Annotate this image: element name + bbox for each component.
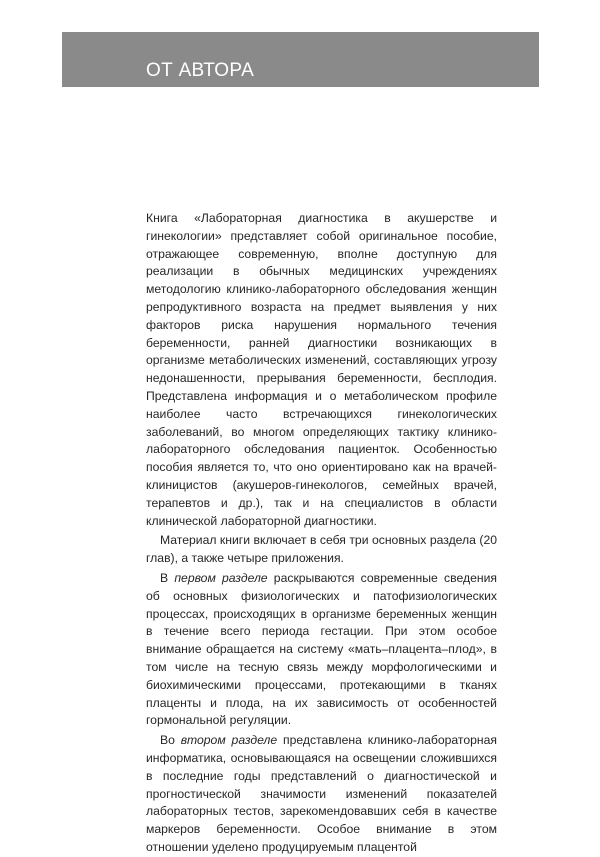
paragraph-suffix: представлена клинико-лабораторная информатика, основывающаяся на освещении сложившихся в последние годы представлений о диагностической и прогностической значимости изменений показателей лабораторных тестов, зарекомендовавших себя в качестве маркеров беременности. Особое внимание в этом отношении уделено продуцируемым плацентой — [146, 733, 497, 854]
paragraph-second-section — [146, 732, 497, 857]
paragraph-structure: Материал книги включает в себя три основных раздела (20 глав), а также четыре приложения. — [146, 533, 497, 566]
chapter-header-band — [62, 32, 539, 87]
chapter-body — [146, 210, 497, 857]
paragraph-suffix: раскрываются современные сведения об основных физиологических и патофизиологических процессах, происходящих в организме беременных женщин в течение всего периода гестации. При этом особое внимание обращается на систему «мать–плацента–плод», в том числе на тесную связь между морфологическими и биохимическими процессами, протекающими в тканях плаценты и плода, на их зависимость от особенностей гормональной регуляции. — [146, 570, 497, 728]
emphasis-first-section: первом разделе — [174, 570, 268, 585]
paragraph-prefix: Во — [160, 733, 181, 748]
paragraph-prefix: В — [160, 570, 175, 585]
chapter-title: ОТ АВТОРА — [146, 60, 255, 81]
paragraph-intro: Книга «Лабораторная диагностика в акушерстве и гинекологии» представляет собой оригинальное пособие, отражающее современную, вполне доступную для реализации в обычных медицинских учреждениях методологию клинико-лабораторного обследования женщин репродуктивного возраста на предмет выявления у них факторов риска нарушения нормального течения беременности, ранней диагностики возникающих в организме метаболических изменений, составляющих угрозу недонашенности, прерывания беременности, бесплодия. Представлена информация и о метаболическом профиле наиболее часто встречающихся гинекологических заболеваний, во многом определяющих тактику клинико-лабораторного обследования пациенток. Особенностью пособия является то, что оно ориентировано как на врачей-клиницистов (акушеров-гинекологов, семейных врачей, терапевтов и др.), так и на специалистов в области клинической лабораторной диагностики. — [146, 211, 497, 528]
emphasis-second-section: втором разделе — [180, 733, 278, 748]
paragraph-first-section — [146, 570, 497, 730]
